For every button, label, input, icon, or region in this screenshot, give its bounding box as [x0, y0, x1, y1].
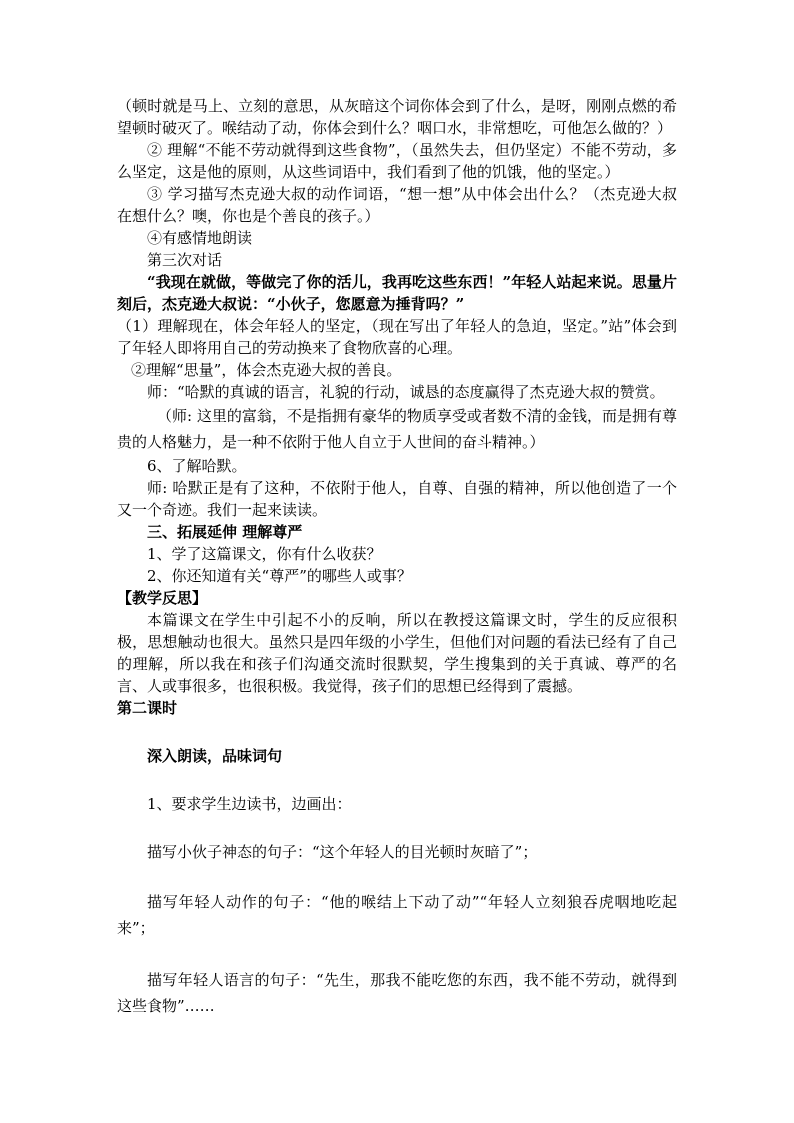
heading-third-dialogue: 第三次对话	[147, 251, 223, 269]
paragraph-teacher-comment: 师：“哈默的真诚的语言，礼貌的行动，诚恳的态度赢得了杰克逊大叔的赞赏。	[147, 383, 665, 401]
section-heading-3: 三、拓展延伸 理解尊严	[147, 523, 303, 541]
sentence-action: 描写年轻人动作的句子：“他的喉结上下动了动”“年轻人立刻狼吞虎咽地吃起来”；	[117, 893, 677, 937]
heading-second-lesson: 第二课时	[117, 699, 178, 717]
paragraph-reflection: 本篇课文在学生中引起不小的反响，所以在教授这篇课文时，学生的反应很积极，思想触动也很大。虽然只是四年级的小学生，但他们对问题的看法已经有了自己的理解，所以我在和孩子们沟通交流时很默契，学生搜集到的关于真诚、尊严的名言、人或事很多，也很积极。我觉得，孩子们的思想已经得到了震撼。	[117, 611, 677, 695]
paragraph-analysis-1: （1）理解现在，体会年轻人的坚定，（现在写出了年轻人的急迫，坚定。”站”体会到了年轻人即将用自己的劳动换来了食物欣喜的心理。	[117, 317, 677, 357]
paragraph-analysis-2: ②理解“思量”，体会杰克逊大叔的善良。	[131, 361, 402, 379]
instruction-1: 1、要求学生边读书，边画出：	[147, 795, 352, 813]
sentence-expression: 描写小伙子神态的句子：“这个年轻人的目光顿时灰暗了”；	[147, 843, 538, 861]
question-1: 1、学了这篇课文，你有什么收获？	[147, 545, 382, 563]
question-2: 2、你还知道有关“尊严”的哪些人或事？	[147, 567, 412, 585]
paragraph-point-2: ② 理解“不能不劳动就得到这些食物”，（虽然失去，但仍坚定）不能不劳动，多么坚定，这是他的原则，从这些词语中，我们看到了他的饥饿，他的坚定。）	[117, 141, 677, 181]
heading-deep-reading: 深入朗读，品味词句	[147, 747, 283, 765]
paragraph-dialogue-quote: “我现在就做，等做完了你的活儿，我再吃这些东西！”年轻人站起来说。思量片刻后，杰克逊大叔说：“小伙子，您愿意为捶背吗？”	[117, 273, 677, 313]
paragraph-teacher-note: （师: 这里的富翁，不是指拥有豪华的物质享受或者数不清的金钱，而是拥有尊贵的人格魅力，是一种不依附于他人自立于人世间的奋斗精神。）	[117, 407, 677, 451]
paragraph-item-6: 6、了解哈默。	[147, 457, 247, 475]
paragraph-point-3: ③ 学习描写杰克逊大叔的动作词语，“想一想”从中体会出什么？（杰克逊大叔在想什么？噢，你也是个善良的孩子。）	[117, 185, 677, 225]
sentence-language: 描写年轻人语言的句子：“先生，那我不能吃您的东西，我不能不劳动，就得到这些食物”……	[117, 971, 677, 1015]
paragraph-point-4: ④有感情地朗读	[147, 229, 253, 247]
paragraph-intro-note: （顿时就是马上、立刻的意思，从灰暗这个词你体会到了什么，是呀，刚刚点燃的希望顿时破灭了。喉结动了动，你体会到什么？咽口水，非常想吃，可他怎么做的？）	[117, 97, 677, 137]
heading-teaching-reflection: 【教学反思】	[117, 589, 208, 607]
document-page	[117, 95, 677, 1019]
paragraph-hammer-summary: 师: 哈默正是有了这种，不依附于他人，自尊、自强的精神，所以他创造了一个又一个奇迹。我们一起来读读。	[117, 479, 677, 519]
